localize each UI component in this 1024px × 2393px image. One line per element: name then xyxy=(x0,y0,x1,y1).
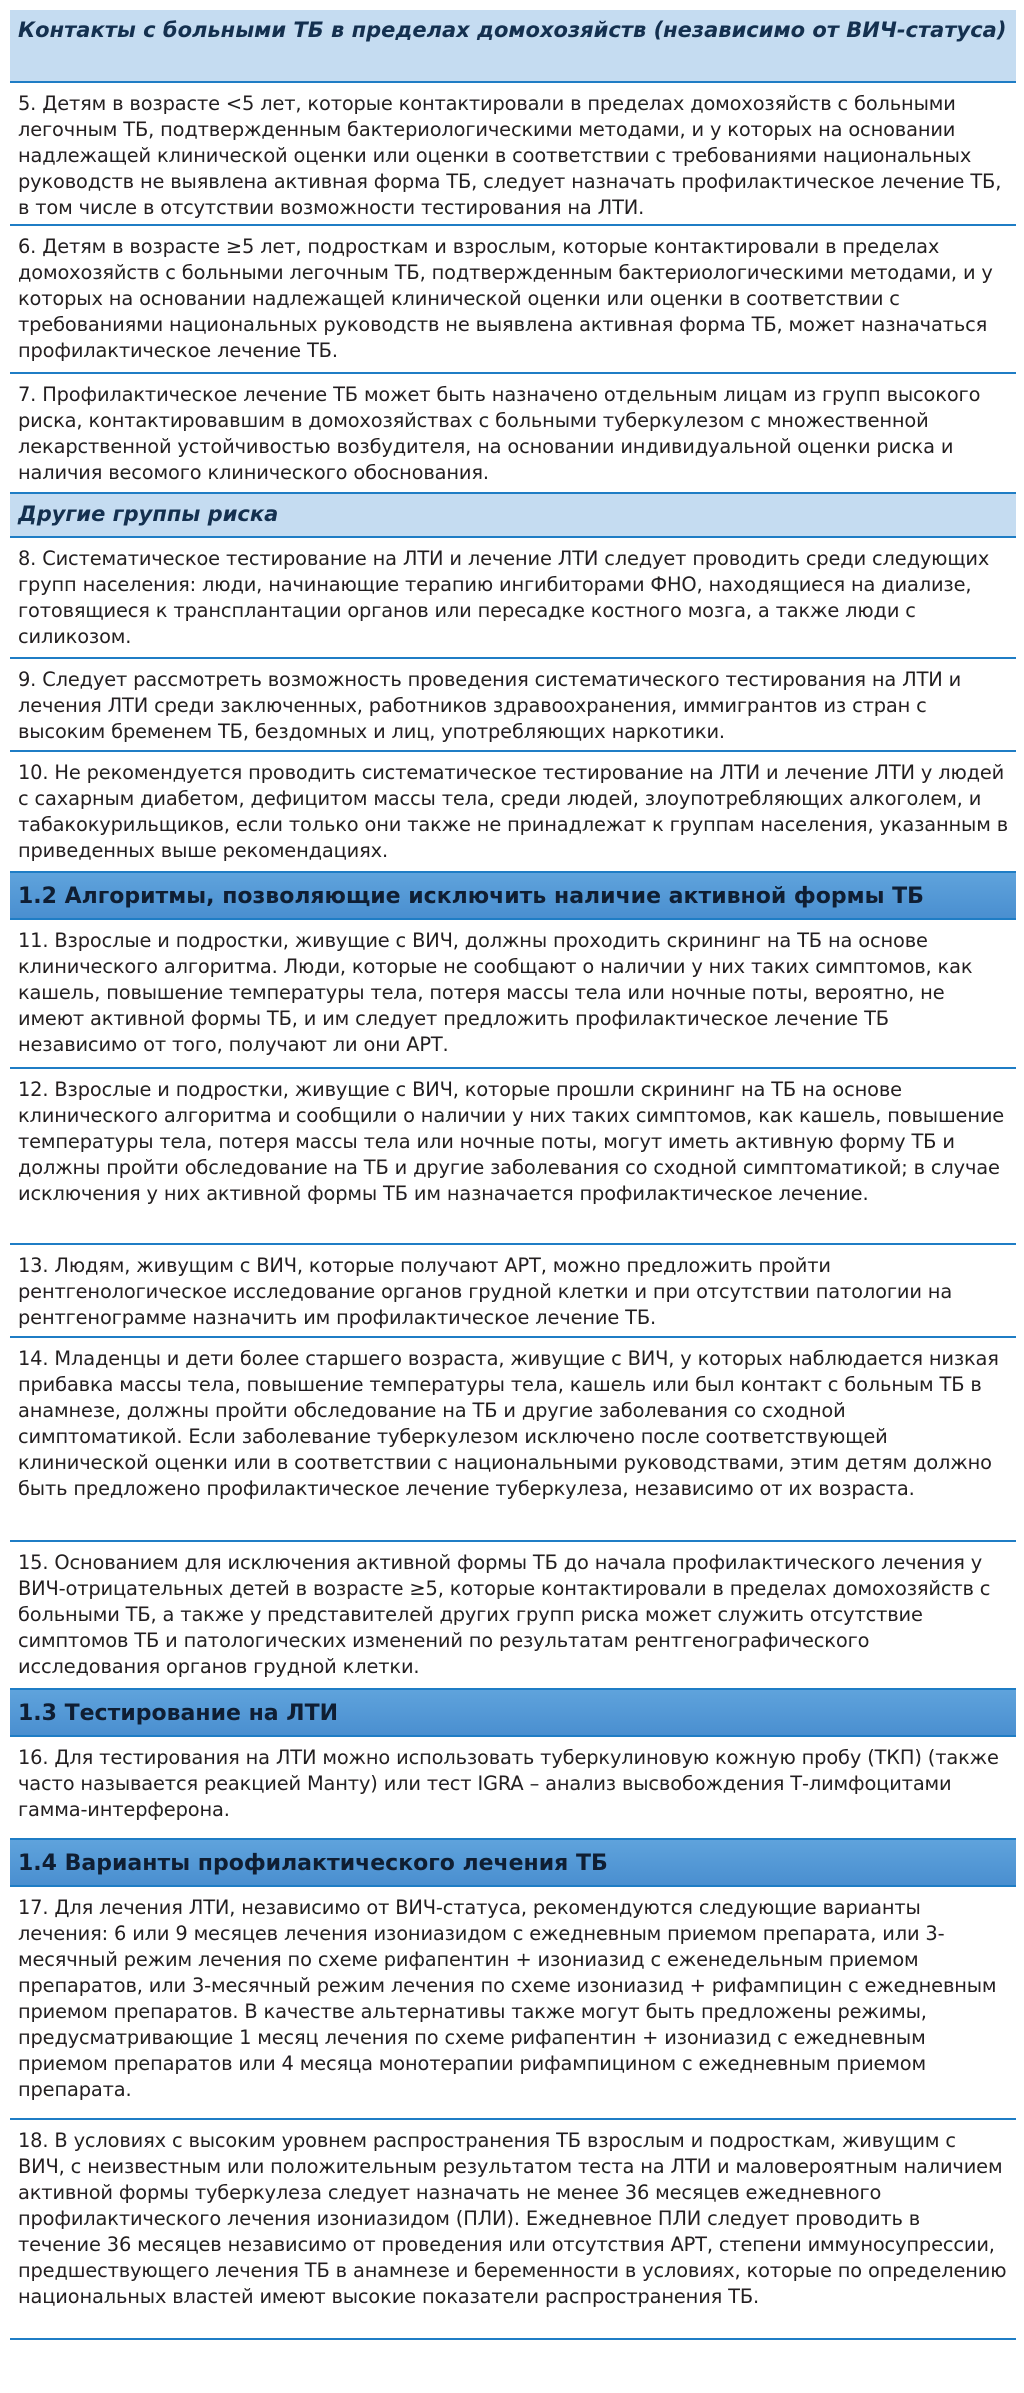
section-heading-ltbi-testing: 1.3 Тестирование на ЛТИ xyxy=(10,1690,1016,1737)
recommendation-9: 9. Следует рассмотреть возможность проведения систематического тестирования на ЛТИ и лечения ЛТИ среди заключенных, работников здравоохранения, иммигрантов из стран с высоким бременем ТБ, бездомных и лиц, употребляющих наркотики. xyxy=(10,659,1016,752)
subheading-other-risk-groups: Другие группы риска xyxy=(10,494,1016,538)
recommendation-10: 10. Не рекомендуется проводить систематическое тестирование на ЛТИ и лечение ЛТИ у людей с сахарным диабетом, дефицитом массы тела, среди людей, злоупотребляющих алкоголем, и табакокурильщиков, если только они также не принадлежат к группам населения, указанным в приведенных выше рекомендациях. xyxy=(10,752,1016,873)
recommendation-12: 12. Взрослые и подростки, живущие с ВИЧ, которые прошли скрининг на ТБ на основе клинического алгоритма и сообщили о наличии у них таких симптомов, как кашель, повышение температуры тела, потеря массы тела или ночные поты, могут иметь активную форму ТБ и должны пройти обследование на ТБ и другие заболевания со сходной симптоматикой; в случае исключения у них активной формы ТБ им назначается профилактическое лечение. xyxy=(10,1069,1016,1245)
recommendation-13: 13. Людям, живущим с ВИЧ, которые получают АРТ, можно предложить пройти рентгенологическое исследование органов грудной клетки и при отсутствии патологии на рентгенограмме назначить им профилактическое лечение ТБ. xyxy=(10,1245,1016,1338)
recommendation-16: 16. Для тестирования на ЛТИ можно использовать туберкулиновую кожную пробу (ТКП) (также часто называется реакцией Манту) или тест IGRA – анализ высвобождения Т-лимфоцитами гамма-интерферона. xyxy=(10,1737,1016,1840)
recommendation-8: 8. Систематическое тестирование на ЛТИ и лечение ЛТИ следует проводить среди следующих групп населения: люди, начинающие терапию ингибиторами ФНО, находящиеся на диализе, готовящиеся к трансплантации органов или пересадке костного мозга, а также люди с силикозом. xyxy=(10,538,1016,659)
recommendation-6: 6. Детям в возрасте ≥5 лет, подросткам и взрослым, которые контактировали в пределах домохозяйств с больными легочным ТБ, подтвержденным бактериологическими методами, и у которых на основании надлежащей клинической оценки или оценки в соответствии с требованиями национальных руководств не выявлена активная форма ТБ, может назначаться профилактическое лечение ТБ. xyxy=(10,226,1016,374)
recommendation-17: 17. Для лечения ЛТИ, независимо от ВИЧ-статуса, рекомендуются следующие варианты лечения: 6 или 9 месяцев лечения изониазидом с ежедневным приемом препарата, или 3-месячный режим лечения по схеме рифапентин + изониазид с еженедельным приемом препаратов, или 3-месячный режим лечения по схеме изониазид + рифампицин с ежедневным приемом препаратов. В качестве альтернативы также могут быть предложены режимы, предусматривающие 1 месяц лечения по схеме рифапентин + изониазид с ежедневным приемом препаратов или 4 месяца монотерапии рифампицином с ежедневным приемом препарата. xyxy=(10,1887,1016,2120)
recommendation-7: 7. Профилактическое лечение ТБ может быть назначено отдельным лицам из групп высокого риска, контактировавшим в домохозяйствах с больными туберкулезом с множественной лекарственной устойчивостью возбудителя, на основании индивидуальной оценки риска и наличия весомого клинического обоснования. xyxy=(10,374,1016,494)
recommendation-11: 11. Взрослые и подростки, живущие с ВИЧ, должны проходить скрининг на ТБ на основе клинического алгоритма. Люди, которые не сообщают о наличии у них таких симптомов, как кашель, повышение температуры тела, потеря массы тела или ночные поты, вероятно, не имеют активной формы ТБ, и им следует предложить профилактическое лечение ТБ независимо от того, получают ли они АРТ. xyxy=(10,920,1016,1069)
recommendations-table xyxy=(10,10,1016,2340)
recommendation-5: 5. Детям в возрасте <5 лет, которые контактировали в пределах домохозяйств с больными легочным ТБ, подтвержденным бактериологическими методами, и у которых на основании надлежащей клинической оценки или оценки в соответствии с требованиями национальных руководств не выявлена активная форма ТБ, следует назначать профилактическое лечение ТБ, в том числе в отсутствии возможности тестирования на ЛТИ. xyxy=(10,83,1016,226)
section-heading-algorithms: 1.2 Алгоритмы, позволяющие исключить наличие активной формы ТБ xyxy=(10,873,1016,920)
recommendation-18: 18. В условиях с высоким уровнем распространения ТБ взрослым и подросткам, живущим с ВИЧ, с неизвестным или положительным результатом теста на ЛТИ и маловероятным наличием активной формы туберкулеза следует назначать не менее 36 месяцев ежедневного профилактического лечения изониазидом (ПЛИ). Ежедневное ПЛИ следует проводить в течение 36 месяцев независимо от проведения или отсутствия АРТ, степени иммуносупрессии, предшествующего лечения ТБ в анамнезе и беременности в условиях, которые по определению национальных властей имеют высокие показатели распространения ТБ. xyxy=(10,2120,1016,2340)
section-heading-treatment-options: 1.4 Варианты профилактического лечения ТБ xyxy=(10,1840,1016,1887)
subheading-household-contacts: Контакты с больными ТБ в пределах домохозяйств (независимо от ВИЧ-статуса) xyxy=(10,10,1016,83)
recommendation-15: 15. Основанием для исключения активной формы ТБ до начала профилактического лечения у ВИЧ-отрицательных детей в возрасте ≥5, которые контактировали в пределах домохозяйств с больными ТБ, а также у представителей других групп риска может служить отсутствие симптомов ТБ и патологических изменений по результатам рентгенографического исследования органов грудной клетки. xyxy=(10,1542,1016,1690)
recommendation-14: 14. Младенцы и дети более старшего возраста, живущие с ВИЧ, у которых наблюдается низкая прибавка массы тела, повышение температуры тела, кашель или был контакт с больным ТБ в анамнезе, должны пройти обследование на ТБ и другие заболевания со сходной симптоматикой. Если заболевание туберкулезом исключено после соответствующей клинической оценки или в соответствии с национальными руководствами, этим детям должно быть предложено профилактическое лечение туберкулеза, независимо от их возраста. xyxy=(10,1338,1016,1542)
